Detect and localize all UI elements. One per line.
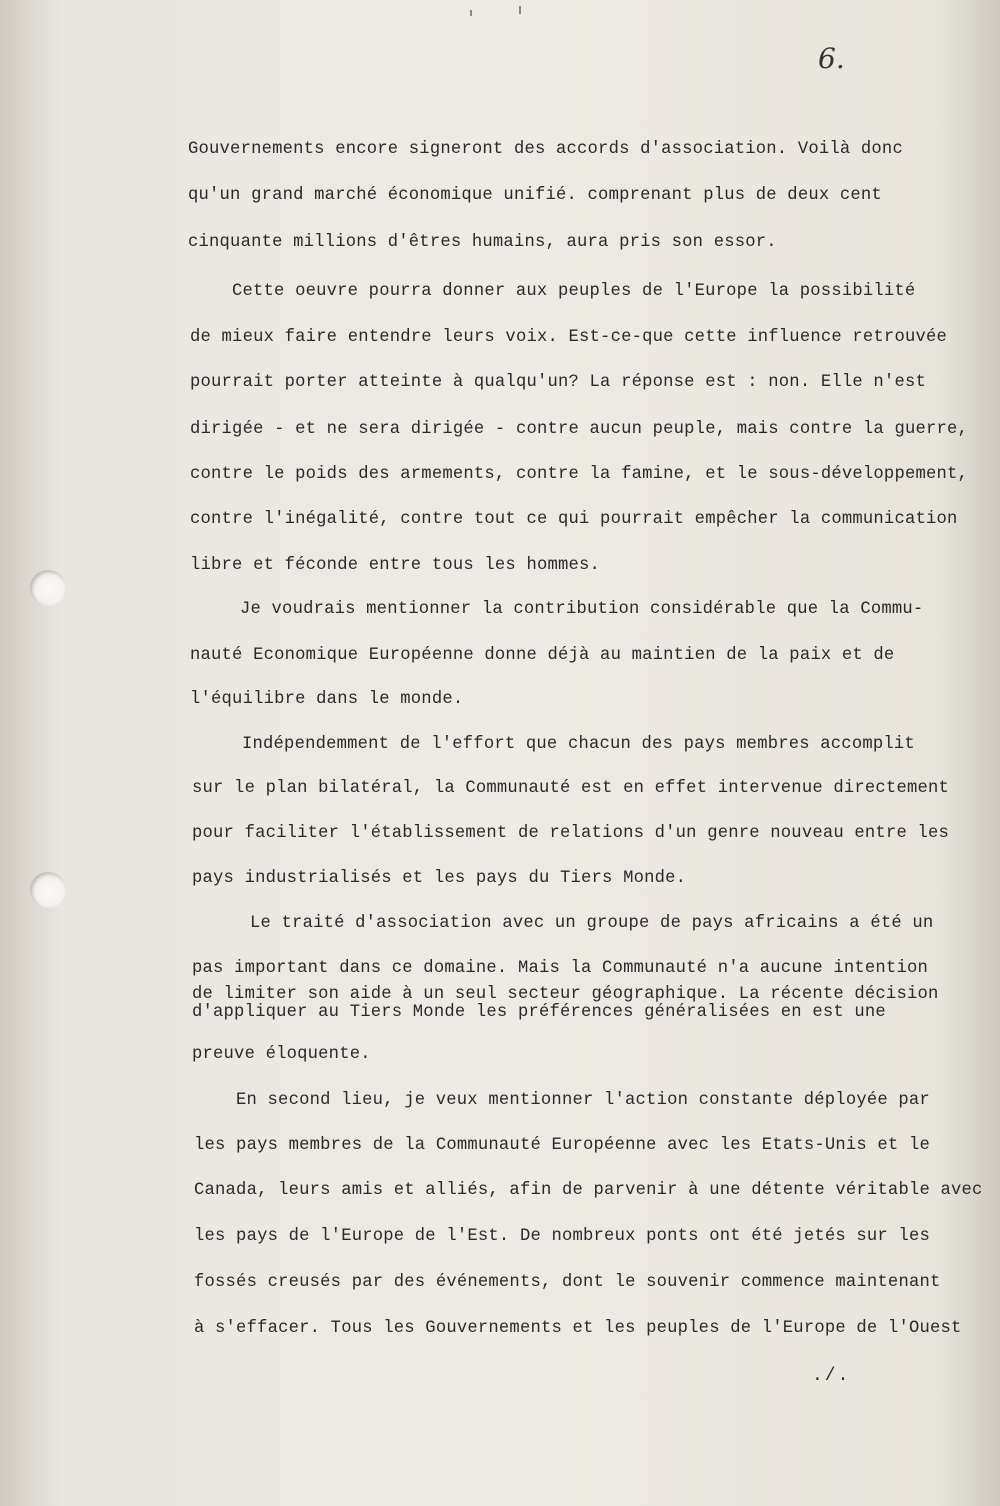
text-line: cinquante millions d'êtres humains, aura pris son essor.: [188, 233, 777, 252]
text-line: pour faciliter l'établissement de relations d'un genre nouveau entre les: [192, 824, 950, 843]
text-line: d'appliquer au Tiers Monde les préférences généralisées en est une: [192, 1003, 886, 1022]
text-line: dirigée - et ne sera dirigée - contre aucun peuple, mais contre la guerre,: [190, 420, 969, 439]
punch-hole-bottom: [30, 872, 66, 908]
text-line: nauté Economique Européenne donne déjà au maintien de la paix et de: [190, 646, 895, 665]
text-line: contre le poids des armements, contre la famine, et le sous-développement,: [190, 465, 969, 484]
text-line: contre l'inégalité, contre tout ce qui pourrait empêcher la communication: [190, 510, 958, 529]
page-number: 6.: [818, 42, 845, 75]
text-line: à s'effacer. Tous les Gouvernements et les peuples de l'Europe de l'Ouest: [194, 1319, 962, 1338]
paper-speck: [470, 10, 472, 16]
text-line: pas important dans ce domaine. Mais la Communauté n'a aucune intention: [192, 959, 928, 978]
text-line: pays industrialisés et les pays du Tiers Monde.: [192, 869, 687, 888]
punch-hole-top: [30, 570, 66, 606]
text-line: de mieux faire entendre leurs voix. Est-ce-que cette influence retrouvée: [190, 328, 948, 347]
text-line: Canada, leurs amis et alliés, afin de parvenir à une détente véritable avec: [194, 1181, 983, 1200]
paper-speck: [519, 6, 521, 14]
text-line: l'équilibre dans le monde.: [190, 690, 464, 709]
text-line: pourrait porter atteinte à qualqu'un? La réponse est : non. Elle n'est: [190, 373, 926, 392]
continuation-mark: ./.: [812, 1366, 851, 1386]
text-line: libre et féconde entre tous les hommes.: [190, 556, 601, 575]
text-line: Je voudrais mentionner la contribution considérable que la Commu-: [240, 600, 924, 619]
text-line: Cette oeuvre pourra donner aux peuples de l'Europe la possibilité: [232, 282, 916, 301]
text-line: qu'un grand marché économique unifié. comprenant plus de deux cent: [188, 186, 882, 205]
text-line: de limiter son aide à un seul secteur géographique. La récente décision: [192, 985, 939, 1004]
text-line: Indépendemment de l'effort que chacun des pays membres accomplit: [242, 735, 915, 754]
text-line: En second lieu, je veux mentionner l'action constante déployée par: [236, 1091, 930, 1110]
text-line: sur le plan bilatéral, la Communauté est en effet intervenue directement: [192, 779, 950, 798]
text-line: les pays de l'Europe de l'Est. De nombreux ponts ont été jetés sur les: [194, 1227, 930, 1246]
text-line: Gouvernements encore signeront des accords d'association. Voilà donc: [188, 140, 903, 159]
text-line: Le traité d'association avec un groupe de pays africains a été un: [250, 914, 934, 933]
text-line: preuve éloquente.: [192, 1045, 371, 1064]
text-line: les pays membres de la Communauté Européenne avec les Etats-Unis et le: [194, 1136, 930, 1155]
text-line: fossés creusés par des événements, dont le souvenir commence maintenant: [194, 1273, 941, 1292]
